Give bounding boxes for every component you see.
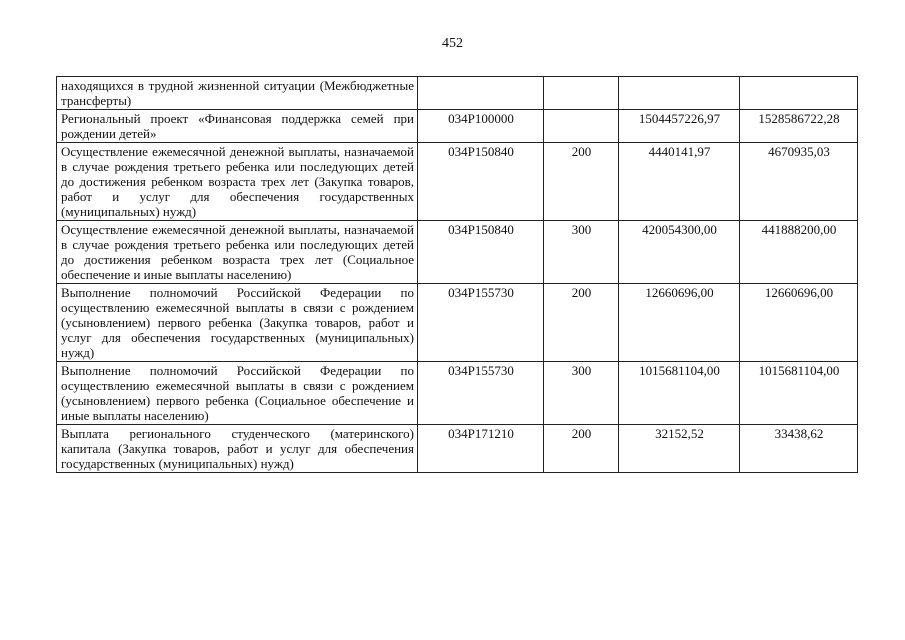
row-expense-type: 200 [544, 143, 619, 221]
page-number: 452 [442, 36, 463, 51]
row-expense-type [544, 110, 619, 143]
row-amount-2: 441888200,00 [740, 221, 858, 284]
row-code: 034P155730 [418, 284, 544, 362]
table-row [57, 77, 858, 110]
budget-table [56, 76, 858, 473]
row-amount-2: 1528586722,28 [740, 110, 858, 143]
row-amount-1: 420054300,00 [619, 221, 740, 284]
table-row [57, 284, 858, 362]
row-amount-1 [619, 77, 740, 110]
budget-table-body [57, 77, 858, 473]
row-amount-1: 12660696,00 [619, 284, 740, 362]
table-row [57, 143, 858, 221]
row-description: Выполнение полномочий Российской Федерации по осуществлению ежемесячной выплаты в связи с рождением (усыновлением) первого ребенка (Социальное обеспечение и иные выплаты населению) [57, 362, 418, 425]
row-expense-type: 300 [544, 221, 619, 284]
row-expense-type: 200 [544, 284, 619, 362]
row-code: 034P150840 [418, 143, 544, 221]
row-amount-1: 1015681104,00 [619, 362, 740, 425]
row-code: 034P171210 [418, 425, 544, 473]
table-row [57, 221, 858, 284]
row-description: Региональный проект «Финансовая поддержка семей при рождении детей» [57, 110, 418, 143]
row-amount-2: 1015681104,00 [740, 362, 858, 425]
row-amount-2: 4670935,03 [740, 143, 858, 221]
row-code: 034P100000 [418, 110, 544, 143]
row-amount-2 [740, 77, 858, 110]
row-expense-type: 200 [544, 425, 619, 473]
table-row [57, 110, 858, 143]
table-row [57, 425, 858, 473]
row-code: 034P150840 [418, 221, 544, 284]
row-amount-1: 32152,52 [619, 425, 740, 473]
row-description: находящихся в трудной жизненной ситуации (Межбюджетные трансферты) [57, 77, 418, 110]
row-code: 034P155730 [418, 362, 544, 425]
table-row [57, 362, 858, 425]
row-description: Выполнение полномочий Российской Федерации по осуществлению ежемесячной выплаты в связи с рождением (усыновлением) первого ребенка (Закупка товаров, работ и услуг для обеспечения государственных (муниципальных) нужд) [57, 284, 418, 362]
row-description: Осуществление ежемесячной денежной выплаты, назначаемой в случае рождения третьего ребенка или последующих детей до достижения ребенком возраста трех лет (Закупка товаров, работ и услуг для обеспечения государственных (муниципальных) нужд) [57, 143, 418, 221]
row-description: Осуществление ежемесячной денежной выплаты, назначаемой в случае рождения третьего ребенка или последующих детей до достижения ребенком возраста трех лет (Социальное обеспечение и иные выплаты населению) [57, 221, 418, 284]
row-expense-type [544, 77, 619, 110]
row-amount-2: 33438,62 [740, 425, 858, 473]
row-amount-1: 4440141,97 [619, 143, 740, 221]
row-amount-2: 12660696,00 [740, 284, 858, 362]
row-description: Выплата регионального студенческого (материнского) капитала (Закупка товаров, работ и услуг для обеспечения государственных (муниципальных) нужд) [57, 425, 418, 473]
row-code [418, 77, 544, 110]
row-expense-type: 300 [544, 362, 619, 425]
row-amount-1: 1504457226,97 [619, 110, 740, 143]
